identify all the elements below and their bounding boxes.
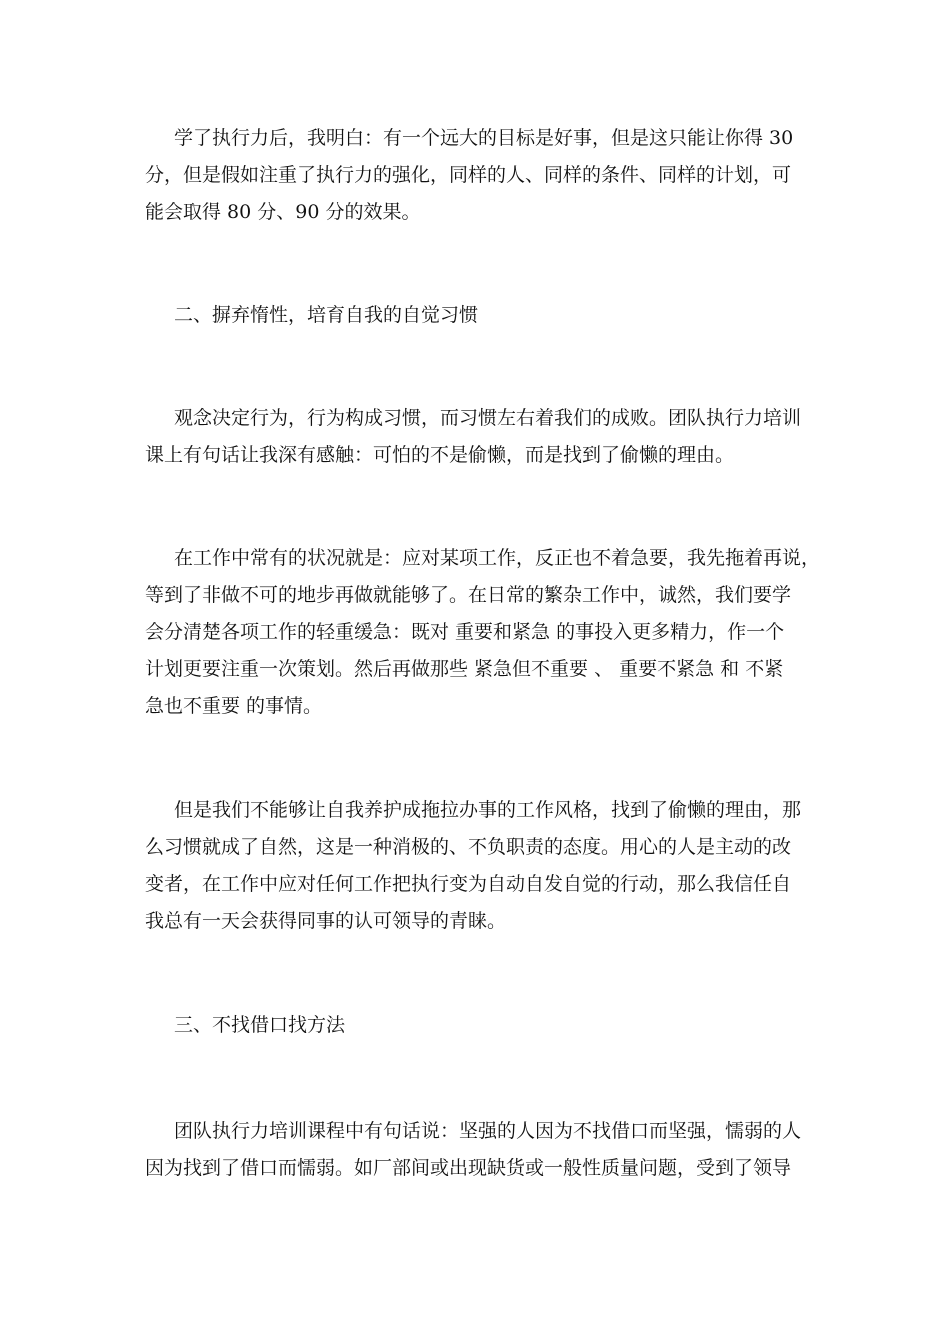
paragraph-line: 会分清楚各项工作的轻重缓急：既对 重要和紧急 的事投入更多精力，作一个 [145, 621, 785, 643]
section-heading: 二、摒弃惰性，培育自我的自觉习惯 [174, 304, 479, 326]
paragraph-line: 么习惯就成了自然，这是一种消极的、不负职责的态度。用心的人是主动的改 [145, 836, 792, 858]
paragraph-line: 急也不重要 的事情。 [145, 695, 323, 717]
paragraph-line: 因为找到了借口而懦弱。如厂部间或出现缺货或一般性质量问题，受到了领导 [145, 1157, 792, 1179]
paragraph-line: 在工作中常有的状况就是：应对某项工作，反正也不着急要，我先拖着再说， [174, 547, 821, 569]
paragraph-line: 课上有句话让我深有感触：可怕的不是偷懒，而是找到了偷懒的理由。 [145, 444, 735, 466]
paragraph-line: 观念决定行为，行为构成习惯，而习惯左右着我们的成败。团队执行力培训 [174, 407, 802, 429]
paragraph-line: 我总有一天会获得同事的认可领导的青睐。 [145, 910, 507, 932]
paragraph-line: 计划更要注重一次策划。然后再做那些 紧急但不重要 、 重要不紧急 和 不紧 [145, 658, 784, 680]
section-heading: 三、不找借口找方法 [174, 1014, 346, 1036]
paragraph-line: 能会取得 80 分、90 分的效果。 [145, 201, 421, 223]
paragraph-line: 等到了非做不可的地步再做就能够了。在日常的繁杂工作中，诚然，我们要学 [145, 584, 792, 606]
paragraph-line: 团队执行力培训课程中有句话说：坚强的人因为不找借口而坚强，懦弱的人 [174, 1120, 802, 1142]
paragraph-line: 但是我们不能够让自我养护成拖拉办事的工作风格，找到了偷懒的理由，那 [174, 799, 802, 821]
paragraph-line: 学了执行力后，我明白：有一个远大的目标是好事，但是这只能让你得 30 [174, 127, 794, 149]
paragraph-line: 分，但是假如注重了执行力的强化，同样的人、同样的条件、同样的计划，可 [145, 164, 792, 186]
paragraph-line: 变者，在工作中应对任何工作把执行变为自动自发自觉的行动，那么我信任自 [145, 873, 792, 895]
